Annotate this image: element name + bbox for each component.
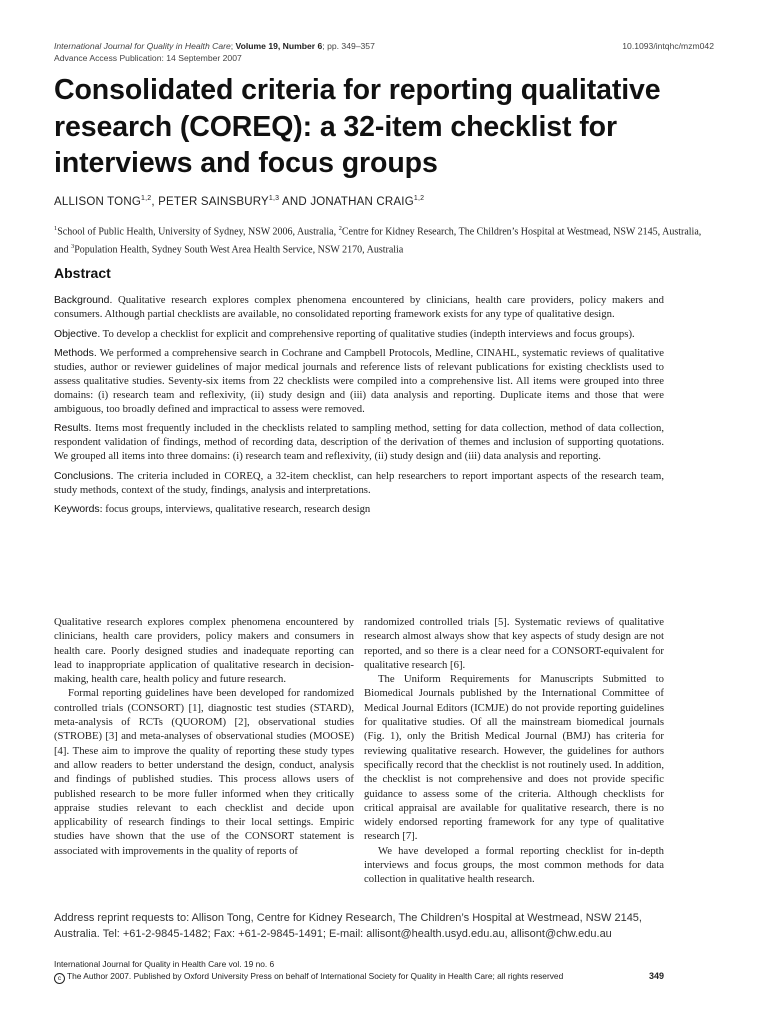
author-name: JONATHAN CRAIG: [310, 195, 414, 208]
author-separator: ,: [151, 195, 159, 208]
abstract-text: We performed a comprehensive search in Cochrane and Campbell Protocols, Medline, CINAHL, systematic reviews of qualitative studies, author or reviewer guidelines of major medical journals and reference lists of relevant publications for existing checklists used to assess qualitative studies. Seventy-six items from 22 checklists were compiled into a comprehensive list. All items were grouped into three domains: (i) research team and reflexivity, (ii) study design and (iii) data analysis and reporting. Duplicate items and those that were ambiguous, too broadly defined and impractical to assess were removed.: [54, 347, 664, 415]
affil-sup: 3: [70, 242, 75, 250]
footer-journal: International Journal for Quality in Health Care vol. 19 no. 6: [54, 959, 275, 969]
abstract-text: The criteria included in COREQ, a 32-item checklist, can help researchers to report important aspects of the research team, study methods, context of the study, findings, analysis and interpretations.: [54, 469, 664, 496]
author-name: ALLISON TONG: [54, 195, 141, 208]
affiliation-1: School of Public Health, University of Sydney, NSW 2006, Australia,: [57, 226, 339, 238]
author-list: [54, 195, 424, 208]
copyright-icon: c: [54, 973, 65, 984]
page-range: pp. 349–357: [327, 41, 375, 51]
abstract-objective: [54, 328, 664, 342]
abstract-methods: [54, 347, 664, 416]
abstract-heading: Abstract: [54, 265, 111, 281]
volume-number: Volume 19, Number 6: [235, 41, 323, 51]
affiliation-3: Population Health, Sydney South West Area Health Service, NSW 2170, Australia: [74, 244, 404, 256]
abstract-text: To develop a checklist for explicit and comprehensive reporting of qualitative studies (indepth interviews and focus groups).: [100, 327, 635, 340]
author-separator: AND: [279, 195, 311, 208]
abstract-label: Conclusions.: [54, 470, 114, 482]
body-paragraph: The Uniform Requirements for Manuscripts Submitted to Biomedical Journals published by the International Committee of Medical Journal Editors (ICMJE) do not provide reporting guidelines for qualitative studies. Of all the mainstream biomedical journals (Fig. 1), only the British Medical Journal (BMJ) has criteria for reviewing qualitative research. However, the guidelines for authors specifically record that the checklist is not routinely used. In addition, the checklist is not comprehensive and does not provide specific guidance to assess some of the criteria. Although checklists for critical appraisal are available for qualitative research, there is no widely endorsed reporting framework for any type of qualitative research [7].: [364, 673, 664, 843]
abstract-label: Methods.: [54, 348, 97, 360]
abstract-conclusions: [54, 470, 664, 498]
keywords: [54, 503, 664, 517]
abstract-label: Results.: [54, 423, 92, 435]
abstract-results: [54, 422, 664, 463]
body-paragraph: Qualitative research explores complex phenomena encountered by clinicians, health care providers, policy makers and consumers in health care. Poorly designed studies and inadequate reporting can lead to inappropriate application of qualitative research in decision-making, health care, health policy and future research.: [54, 616, 354, 686]
abstract-label: Background.: [54, 295, 113, 306]
page-number: 349: [648, 971, 664, 981]
copyright-text: The Author 2007. Published by Oxford University Press on behalf of International Society for Quality in Health Care; all rights reserved: [67, 971, 564, 981]
body-column-left: [54, 615, 354, 858]
body-paragraph: Formal reporting guidelines have been developed for randomized controlled trials (CONSORT) [1], diagnostic test studies (STARD), meta-analysis of RCTs (QUOROM) [2], observational studies (STROBE) [3] and meta-analyses of observational studies (MOOSE) [4]. These aim to improve the quality of reporting these study types and allow readers to better understand the design, conduct, analysis and findings of published studies. This process allows users of published research to be more fuller informed when they critically appraise studies relevant to each checklist and decide upon applicability of research findings to their local settings. Empiric studies have shown that the use of the CONSORT statement is associated with improvements in the quality of reports of: [54, 687, 354, 857]
footer-copyright: [54, 970, 664, 984]
affiliation-2: Centre for Kidney Research, The Children’s Hospital at Westmead, NSW 2145, Australia, and: [54, 226, 702, 256]
abstract-text: Qualitative research explores complex phenomena encountered by clinicians, health care providers, policy makers and consumers. Although partial checklists are available, no consolidated reporting framework exists for any type of qualitative design.: [54, 294, 664, 320]
affil-sup: 1: [54, 225, 58, 232]
page-footer: [54, 958, 664, 984]
body-paragraph: We have developed a formal reporting checklist for in-depth interviews and focus groups, the most common methods for data collection in qualitative health research.: [364, 844, 664, 886]
author-affil-sup: 1,3: [268, 195, 280, 202]
author-affil-sup: 1,2: [413, 195, 425, 202]
body-paragraph: randomized controlled trials [5]. Systematic reviews of qualitative research almost always show that key aspects of study design are not reported, and so there is a clear need for a CONSORT-equivalent for qualitative research [6].: [364, 616, 664, 671]
abstract-label: Objective.: [54, 328, 101, 340]
article-title: Consolidated criteria for reporting qualitative research (COREQ): a 32-item checklist for interviews and focus groups: [54, 74, 661, 179]
abstract-text: Items most frequently included in the checklists related to sampling method, setting for data collection, method of data collection, respondent validation of findings, method of recording data, description of the derivation of themes and inclusion of supporting quotations. We grouped all items into three domains: (i) research team and reflexivity, (ii) study design and (iii) data analysis and reporting.: [54, 422, 664, 462]
author-name: PETER SAINSBURY: [158, 195, 269, 208]
advance-access: Advance Access Publication: 14 September 2007: [54, 53, 242, 63]
author-affil-sup: 1,2: [140, 195, 152, 202]
affiliations: [54, 222, 714, 258]
doi: 10.1093/intqhc/mzm042: [622, 41, 714, 51]
keywords-text: : focus groups, interviews, qualitative research, research design: [99, 503, 371, 516]
abstract-background: [54, 294, 664, 322]
reprint-address: Address reprint requests to: Allison Tong, Centre for Kidney Research, The Children’s Hospital at Westmead, NSW 2145, Australia. Tel: +61-2-9845-1482; Fax: +61-2-9845-1491; E-mail: allisont@health.usyd.edu.au, allisont@chw.edu.au: [54, 912, 642, 940]
abstract-body: [54, 294, 664, 523]
affil-sup: 2: [338, 225, 342, 232]
body-column-right: [364, 615, 664, 887]
journal-name: International Journal for Quality in Health Care: [54, 41, 231, 51]
keywords-label: Keywords: [54, 504, 100, 516]
running-header: International Journal for Quality in Health Care; Volume 19, Number 6; pp. 349–357 Advance Access Publication: 14 September 2007 10.1093/intqhc/mzm042: [54, 41, 714, 63]
